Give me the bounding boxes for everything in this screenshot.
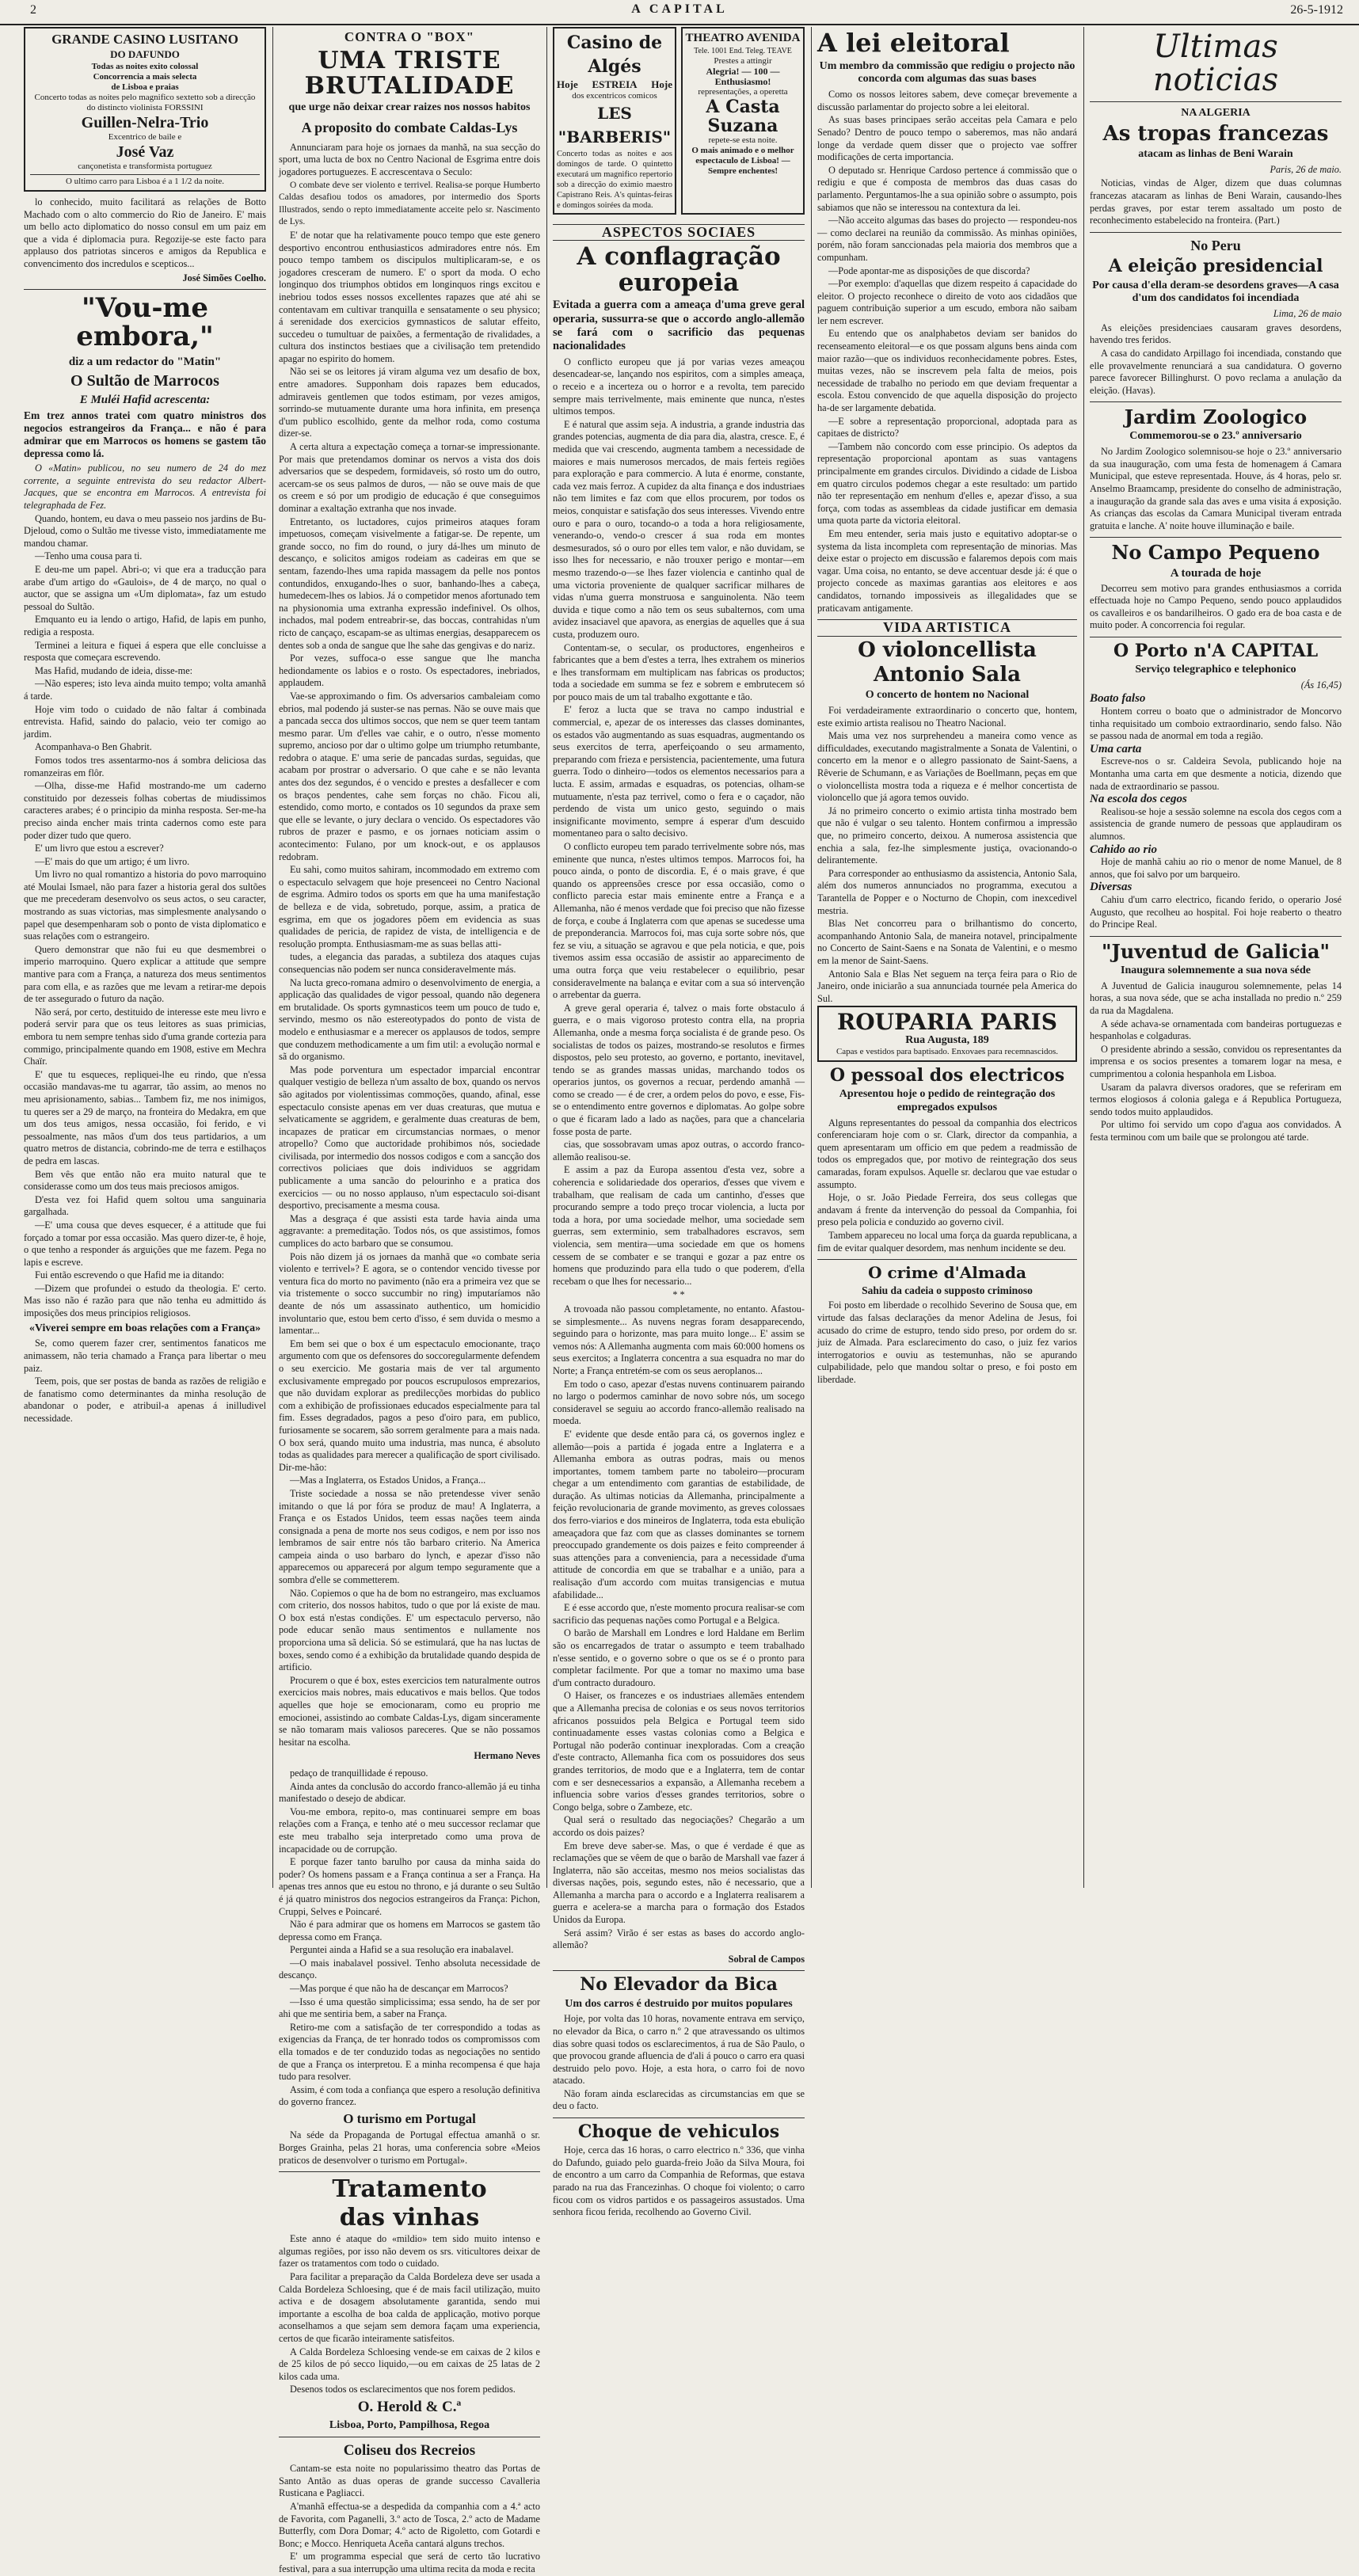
article-subtitle: Por causa d'ella deram-se desordens graves—A casa d'um dos candidatos foi incendiada [1092,279,1339,305]
paragraph: Assim, é com toda a confiança que espero a resolução definitiva do governo francez. [279,2083,540,2108]
paragraph: Acompanhava-o Ben Ghabrit. [35,741,152,753]
ad-title: ROUPARIA PARIS [837,1009,1057,1036]
paragraph: Alguns representantes do pessoal da companhia dos electricos conferenciaram hoje com o sr. Clark, director da companhia, a quem apresentaram um officio em que pedem a readmissão de todos os empregados que, por motivo de reintegração dos seus camaradas, foram expulsos. Aquelle sr. declarou que vae estudar o assumpto. [817,1117,1077,1190]
item-heading: Uma carta [1090,742,1142,755]
ad-line: O mais animado e o melhor espectaculo de Lisboa! —Sempre enchentes! [691,146,794,176]
ad-name: LES "BARBERIS" [558,103,672,146]
paragraph: —Não esperes; isto leva ainda muito tempo; volta amanhã á tarde. [24,678,266,702]
paragraph: Em bem sei que o box é um espectaculo emocionante, traço argumento com que os defensores do soccoregularmente defendem o seu exercicio. Me gostaria mais de ver tal argumento exclusivamente empregado por poucos escrupulosos emprezarios, que não duvidam explorar as predilecções morbidas do publico com a exhibição de profissionaes educados especialmente para tal fim. Esses degradados, pagos a peso d'oiro para, em publico, furiosamente se socarem, são sorrem geralmente para a mais nada. O box será, quando muito uma industria, mas nunca, é absoluto todas as qualidades para merecer a qualificação de sport civilisado. Dir-me-hão: [279,1337,540,1473]
paragraph: O combate deve ser violento e terrivel. Realisa-se porque Humberto Caldas desafiou todos os amadores, por intermedio dos Sports Illustrados, sendo o repto immediatamente acceite pelo sr. Nascimento de Lys. [279,180,540,227]
article-title: No Campo Pequeno [1111,541,1320,565]
section-heading: Coliseu dos Recreios [343,2442,476,2460]
paragraph: A casa do candidato Arpillago foi incendiada, constando que elle provavelmente renunciará a sua candidatura. O governo parece favorecer Billinghurst. O povo reclama a anulação da eleição. (Havas). [1090,347,1342,396]
paragraph: Entretanto, os luctadores, cujos primeiros ataques foram impetuosos, começam visivelmente a fatigar-se. De repente, um grande socco, no fim do round, o jury dá-lhes um minuto de descanço, e solicitos amigos rodeiam as cadeiras em que se sentam, fazendo-lhes uma rapida massagem da pelle nos pontos contundidos, enxugando-lhes o suor, banhando-lhes a cabeça, humedecem-lhes os labios. Já o competidor menos afortunado tem na physionomia uma extranha expressão indefinivel. Os olhos, inchados, mal podem entreabrir-se, das boccas, contrahidas n'um ricto de cançaço, escapam-se as ultimas energias, desapparecem os dentes sob a onda de sangue que lhe sahe das gengivas e do nariz. [279,516,540,651]
article-subtitle: Inaugura solemnemente a sua nova séde [1121,964,1311,976]
article-deck: Um membro da commissão que redigiu o projecto não concorda com algumas das suas bases [819,59,1075,86]
paragraph: Para facilitar a preparação da Calda Bordeleza deve ser usada a Calda Bordeleza Schloesing, que é de mais facil utilização, muito activa e de dosagem absolutamente garantida, sendo mui importante a escolha de boa calda de applicação, motivo porque aconselhamos a que sejam sem demora façam uma experiencia, certos de que ficarão inteiramente satisfeitos. [279,2270,540,2344]
dateline: Paris, 26 de maio. [1270,163,1342,175]
paragraph: A Juventud de Galicia inaugurou solemnemente, pelas 14 horas, a sua nova séde, que se acha installada no predio n.º 259 da rua da Magdalena. [1090,980,1342,1016]
ad-title: Casino de Algés [566,32,663,77]
article-title: O crime d'Almada [868,1263,1026,1283]
paragraph: Emquanto eu ia lendo o artigo, Hafid, de lapis em punho, redigia a resposta. [24,614,266,637]
paragraph: E deu-me um papel. Abri-o; vi que era a traducção para arabe d'um artigo do «Gaulois», de 4 de março, no qual o auctor, que se assigna um «Um diplomata», faz um estudo pessoal do Sultão. [24,564,266,612]
ad-theatro-avenida [681,27,805,215]
article-subtitle: Commemorou-se o 23.º anniversario [1129,430,1302,443]
item-heading: Cahido ao rio [1090,843,1158,856]
page-number: 2 [30,3,36,17]
paragraph: Annunciaram para hoje os jornaes da manhã, na sua secção do sport, uma lucta de box no Centro Nacional de Esgrima entre dois jogadores portuguezes. E accrescentava o Seculo: [279,141,540,177]
paragraph: O conflicto europeu tem parado terrivelmente sobre nós, mas eminente que nunca, n'estes ultimos tempos. Marrocos foi, ha pouco ainda, o ponto de discordia. E, é o mais grave, é que quando os appreensões cresce por essa occasião, como o conflicto parecia estar mais eminente entre a França e a Allemanha, não é menos verdade que foi preciso que não fizesse de força, e coube á Inglaterra com que apenas se sucedesse uma de preponderancia. Marrocos foi, mas cuja sorte sobre nós, que fez se viu, a situação se agravou e que pela noticia, e que, pois tivemos assim essa occasião de assistir ao apparecimento de uma outra força que veiu restabelecer o equilibrio, pesar consideravelmente na balança e evitar com a sua só intervenção o arrebentar da guerra. [553,841,805,1001]
column-rule [811,27,812,1888]
ad-line: Concorrencia a mais selecta [93,72,197,82]
ad-line: Excentrico de baile e [108,132,182,142]
ad-text: Capas e vestidos para baptisado. Enxovaes para recemnascidos. [836,1046,1059,1056]
paragraph: —Olha, disse-me Hafid mostrando-me um caderno constituido por dezesseis folhas cobertas de miudissimos caracteres arabes; é o principio da minha resposta. Ser-me-ha preciso ainda encher mais trinta cadernos como este para poder dizer tudo que quero. [24,780,266,841]
paragraph: Mais uma vez nos surprehendeu a maneira como vence as difficuldades, executando magistralmente a Sonata de Valentini, o concerto em la menor e o allegro passionato de Saint-Saens, a Rêverie de Schumann, e as Variações de Boellmann, peças em que o violoncellista mostra toda a riqueza e é melhor concertista de violoncello que já agora temos ouvido. [817,730,1077,804]
column-rule [1083,27,1084,1888]
ads-row [553,27,805,219]
ad-name: A Casta [706,97,780,117]
paragraph: Por ultimo foi servido um copo d'agua aos convidados. A festa terminou com um baile que se prolongou até tarde. [1090,1119,1342,1143]
article-body [817,705,1077,1005]
paragraph: Hoje, por volta das 10 horas, novamente entrava em serviço, no elevador da Bica, o carro n.º 2 que atravessando os ultimos dias sobre quasi todos os esclarecimentos, á rua de São Paulo, o que provocou grande afluencia de d'ali á pouco o carro era quasi destruido pelo povo. Hoje, a esta hora, o carro foi de novo atacado. [553,2013,805,2087]
paragraph: E é natural que assim seja. A industria, a grande industria das grandes potencias, augmenta de dia para dia, alastra, cresce. E, é medida que vai crescendo, augmenta tambem a necessidade de maiores e mais numerosos mercados, de mais ferteis regiões para exploração e para commercio. A luta é enorme, constante, cada vez mais ferroz. A cupidez da alta finança e dos industriaes não tem limites e faz com que ellos procurem, por todos os meios, conquistar e satisfação dos seus interesses. Vivendo entre ouro e para o ouro, tocando-o a toda a hora religiosamente, venerando-o, vendo-o crescer á sua roda em montes desmesurados, só o ouro por elles tem valor, e não duvidam, se isso lhes for necessario, e não trouxer perigo e montar—em mesmo trazendo-o—se lhes fazer violencia e cantinho qual de uma victoria proveniente de qualquer sacrificar milhares de vidas n'uma guerra monstruosa e sanguinolenta. Não teem duvida e tique como a não tem os seus subalternos, com uma avidez insaciavel que apavora, as energias de aquelles que á sua custa, produzem ouro. [553,418,805,640]
column-2 [279,27,540,2575]
paragraph: A'manhã effectua-se a despedida da companhia com a 4.ª acto de Favorita, com Paganelli, 3.º acto de Tosca, 2.º acto de Madame Butterfly, com Dora Domar; 4.º acto de Rigoletto, com Gotardi e Bonc; e Mocco. Henriqueta Aceña cantará alguns trechos. [279,2501,540,2549]
ad-address: Rua Augusta, 189 [905,1034,989,1047]
paragraph: Procurem o que é box, estes exercicios tem naturalmente outros exercicios mais nobres, mais educativos e mais bellos. Que todos aquelles que hoje se emocionaram, como eu proprio me emocionei, assistindo ao combate Caldas-Lys, digam sinceramente se não tomaram mais valiosos pareceres. Que se não possamos hesitar na escolha. [279,1674,540,1748]
place-heading: No Peru [1190,237,1241,253]
article-subtitle: A tourada de hoje [1170,566,1262,580]
article-title: O violoncellista [858,637,1037,662]
paragraph: —E sobre a representação proporcional, adoptada para as capitaes de districto? [817,415,1077,439]
article-kicker: CONTRA O "BOX" [344,29,475,44]
paragraph: Hoje vim todo o cuidado de não faltar á combinada entrevista. Hafid, saindo do palacio, veio ter comigo ao jardim. [24,703,266,740]
ad-line: Tele. 1001 End. Teleg. TEAVE [694,47,792,55]
paragraph: Terminei a leitura e fiquei á espera que elle concluisse a resposta que começara escrevendo. [24,639,266,664]
signature: Sobral de Campos [728,1953,805,1965]
divider [817,1259,1077,1260]
ad-line: Todas as noites exito colossal [91,62,199,71]
paragraph: cias, que sossobravam umas apoz outras, o accordo franco-allemão realisou-se. [553,1139,805,1162]
paragraph: —O mais inabalavel possivel. Tenho absoluta necessidade de descanço. [279,1957,540,1981]
ad-line: cançonetista e transformista portuguez [78,162,212,171]
ad-rouparia-paris [817,1006,1077,1062]
paragraph: Desenos todos os esclarecimentos que nos forem pedidos. [290,2384,516,2395]
item-heading: Diversas [1090,881,1132,894]
article-subtitle: Um dos carros é destruido por muitos populares [565,1997,793,2010]
paragraph: O Haiser, os francezes e os industriaes allemães entendem que a Allemanha precisa de colonias e os seus novos territorios africanos possuidos pela Belgica e Portugal teem sido continuadamente esses vastas colonias como a Belgica e Portugal não poderão continuar inexploradas. Com a creação d'este contracto, Allemanha fica com os possuidores dos seus grandes territorios, de modo que e a Inglaterra, tem de contar com e ser desnecessarios a expansão, a Allemanha recebem a influencia sobre varios d'esses grandes territorios, sobre o Congo belga, sobre o Zambeze, etc. [553,1690,805,1813]
paragraph: Triste sociedade a nossa se não pretendesse viver senão imitando o que lá por fóra se produz de mau! A Inglaterra, a França e os Estados Unidos, teem essas nações teem ainda consignada a pena de morte nos seus codigos, e nem por isso nos lembramos de sair entre nós tão barbaro criterio. Na America campeia ainda o uso barbaro do lynch, e apezar d'isso não apparecemos ou apparecerá por algum tempo seguramente que a sombra d'elle se commetterem. [279,1487,540,1586]
paragraph: Cahiu d'um carro electrico, ficando ferido, o operario José Augusto, que recolheu ao hospital. Foi hoje reaberto o theatro do Principe Real. [1090,893,1342,930]
article-subtitle: atacam as linhas de Beni Warain [1138,148,1293,161]
paragraph: lo conhecido, muito facilitará as relações de Botto Machado com o alto commercio do Rio de Janeiro. E' mais um bello acto diplomatico do nosso consul em um paiz em que a vida é diplomacia pura. Regozije-se este facto para applauso dos patriotas sinceros e amigos da Republica e convencimento dos incredulos e scepticos... [24,196,266,269]
paragraph: Tambem appareceu no local uma força da guarda republicana, a fim de evitar qualquer desordem, mas nenhum incidente se deu. [817,1229,1077,1254]
column-3 [553,27,805,2218]
column-5 [1090,27,1342,1888]
divider [1090,101,1342,102]
paragraph: E' um programma especial que será de certo tão lucrativo festival, para a sua interrupção uma ultima recita da moda e recita [279,2551,540,2575]
paragraph: Mas Hafid, mudando de ideia, disse-me: [35,664,193,676]
dateline: Lima, 26 de maio [1273,308,1342,320]
paragraph: Blas Net concorreu para o brilhantismo do concerto, acompanhando Antonio Sala, de maneira notavel, principalmente no Concerto de Saint-Saens e na Sonata de Valentini, e o mesmo em la menor de Saint-Saens. [817,918,1077,966]
paragraph: E' um livro que estou a escrever? [35,843,164,854]
paragraph: Perguntei ainda a Hafid se a sua resolução era inabalavel. [290,1944,514,1956]
column-4 [817,27,1077,1888]
paragraph: Cantam-se esta noite no popularissimo theatro das Portas de Santo Antão as duas operas de grande successo Cavalleria Rusticana e Pagliacci. [279,2463,540,2499]
paragraph: Antonio Sala e Blas Net seguem na terça feira para o Rio de Janeiro, onde iniciarão a sua annunciada tournée pela America do Sul. [817,968,1077,1004]
paragraph: Vae-se approximando o fim. Os adversarios cambaleiam como ebrios, mal podendo já suster-se nas pernas. Não se ouve mais que a pancada secca dos ultimos soccos, que nem se quer teem tantam mesmo parar. Um d'elles vae cahir, e o outro, n'esse momento supremo, ancioso por dar o ultimo golpe um triumpho retumbante, redobra o ataque. E' uma serie de pancadas surdas, seguidas, que acabam por prostrar o adversario. O que cahe e se não levanta antes dos dez segundos, é o vencido e prestes a desfallecer e com os braços pendentes, cahe sem forças no chão. Ficou ali, estendido, como morto, e contados os 10 segundos da praxe sem que elle se levante, o jury declara o vencido. Os espectadores vão rubros de prazer e pasmo, e os jornaes noticiam assim o acontecimento: Fulano, por um knock-out, e os applausos redobram. [279,690,540,862]
paragraph: Em todo o caso, apezar d'estas nuvens continuarem pairando no largo o podermos caminhar de novo sobre nós, um socego consideravel se seguiu ao accordo franco-allemão realisado na moeda. [553,1378,805,1427]
ad-line: Concerto todas as noites pelo magnifico sextetto sob a direcção do distincto violinista FORSSINI [34,93,256,112]
paragraph: Eu sahi, como muitos sahiram, incommodado em extremo com o espectaculo selvagem que hoje presenceei no Centro Nacional de esgrima. Admiro todos os sports em que ha uma manifestação de belleza e de vida, sobretudo, porque, assim, a pratica de esgrima, em que os jogadores põem em evidencia as suas qualidades de pericia, de rapidez de vista, de intelligencia e de resolução prompta. Enthusiasmam-me as suas bellas atti- [279,864,540,949]
paragraph: Retiro-me com a satisfação de ter correspondido a todas as exigencias da França, de ter honrado todos os compromissos com ella tomados e de ter conduzido todas as negociações no sentido de que a França os interpretou. E a minha recompensa é que haja tudo para resolver. [279,2021,540,2083]
ad-line: Alegria! — 100 — Enthusiasmo! [706,66,780,87]
article-title: Choque de vehiculos [577,2121,780,2143]
article-title: O Porto n'A CAPITAL [1113,641,1319,661]
ad-text: Concerto todas as noites e aos domingos de tarde. O quintetto executará um magnifico repertorio sob a direcção do eximio maestro Capistrano Reis. A's quintas-feiras e domingos soirées da moda. [557,149,672,210]
article-body [553,2013,805,2113]
paragraph: E porque fazer tanto barulho por causa da minha saida do poder? Os homens passam e a França continua a ser a França. Ha apenas tres annos que eu estou no throno, e já durante o seu Sultão é já quatro ministros dos negocios estrangeiros da França: Pichon, Cruppi, Selves e Poincaré. [279,1856,540,1917]
section-kicker: ASPECTOS SOCIAES [553,224,805,242]
paragraph: Teem, pois, que ser postas de banda as razões de religião e de fanatismo como determinantes da minha resolução de abandonar o poder, e atribuil-a apenas á inilludivel necessidade. [24,1376,266,1425]
paragraph: Não é para admirar que os homens em Marrocos se gastem tão depressa como em França. [279,1919,540,1942]
paragraph: Por vezes, suffoca-o esse sangue que lhe mancha hediondamente os labios e o rosto. Os espectadores, inebriados, applaudem. [279,653,540,689]
article-body [817,89,1077,615]
paragraph: Contentam-se, o secular, os productores, engenheiros e fabricantes que a bem d'estes a terra, lhes extrahem os minerios e lhes transformam em multiplicam nas fabricas os productos; toda a sociedade em summa se fez e sobrem e embrutecem só por pouco mais de um tal trabalho exgottante e tão. [553,641,805,702]
paragraph: E' feroz a lucta que se trava no campo industrial e commercial, e, apezar de os interesses das classes dominantes, os estados vão augmentando as suas esquadras, augmentando os seus exercitos de terra, aperfeiçoando o seu armamento, preparando com frieza e persistencia, pacientemente, uma futura guerra. Todo o dinheiro—todos os elementos necessarios para a lucta. E assim, armadas e esquadras, os potencias, olham-se mutuamente, n'esta paz terrivel, como o fera e o caçador, não perdendo de vista um unico gesto, seguindo o mais insignificante movimento, sempre á esperar d'um descuido momentaneo para o salto decisivo. [553,704,805,839]
paragraph: Não. Copiemos o que ha de bom no estrangeiro, mas excluamos com criterio, dos nossos habitos, tudo o que por lá existe de mau. O box está n'estas condições. E' um espectaculo perverso, não pode educar senão maus sentimentos e nullamente nos proporciona uma sã delicia. Só se estimulará, que ha nas luctas de boxes, sendo como é a exhibição da brutalidade quando despida de artificio. [279,1587,540,1673]
paragraph: tudes, a elegancia das paradas, a subtileza dos ataques cujas consequencias não podem ser nunca consideravelmente más. [279,951,540,975]
ad-line: representações, a operetta [698,87,788,97]
article-title: No Elevador da Bica [580,1974,778,1996]
article-body [279,142,540,1749]
paragraph: Este anno é ataque do «mildio» tem sido muito intenso e algumas regiões, por isso não devem os srs. viticultores deixar de fazer os tratamentos com todo o cuidado. [279,2233,540,2270]
paragraph: Fui então escrevendo o que Hafid me ia ditando: [35,1269,225,1281]
article-kicker: E Muléi Hafid acrescenta: [79,393,211,406]
article-title: A eleição presidencial [1108,256,1323,277]
paragraph: —Tenho uma cousa para ti. [35,550,143,562]
paragraph: Foi verdadeiramente extraordinario o concerto que, hontem, este eximio artista realisou no Theatro Nacional. [817,705,1077,729]
divider [1090,232,1342,233]
paragraph: Já no primeiro concerto o eximio artista tinha mostrado bem que não é vulgar o seu talento. Hontem confirmou a impressão que, no primeiro concerto, deixou. A numerosa assistencia que enchia a sala, fez-lhe simplesmente justiça, ovacionando-o delirantemente. [817,805,1077,866]
ad-casino-alges [553,27,676,215]
continued-text [24,196,266,271]
ad-line: repete-se esta noite. [708,135,778,145]
paragraph: Um livro no qual romantizo a historia do povo marroquino até Moulai Ismael, não para fazer a historia geral dos sultões que me precederam desenvolvo os seus actos, o seu caracter, mostrando as suas victorias, mas simplesmente analysando o papel que desempenharam sob o ponto de vista diplomatico e suas relações com o estrangeiro. [24,869,266,942]
advertiser-address: Lisboa, Porto, Pampilhosa, Regoa [329,2418,490,2431]
advertiser-name: O. Herold & C.ª [357,2398,462,2415]
article-body [817,1117,1077,1255]
article-title: O pessoal dos electricos [829,1064,1065,1086]
signature: José Simões Coelho. [182,272,266,283]
paragraph: Será assim? Virão é ser estas as bases do accordo anglo-allemão? [553,1927,805,1951]
paragraph: Quero demonstrar que não fui eu que desmembrei o imperio marroquino. Quero explicar a attitude que sempre mantive para com a França, a natureza dos meus sentimentos para com ella, e as razões que me levam a retirar-me depois de ter assegurado o futuro da nação. [24,943,266,1005]
article-body [1090,980,1342,1144]
paragraph: —Por exemplo: d'aquellas que dizem respeito á capacidade do eleitor. O projecto reconhece o direito de voto aos cidadãos que paguem contribuição superior a um escudo, embora não saibam ler nem escrever. [817,278,1077,326]
paragraph: O deputado sr. Henrique Cardoso pertence á commissão que o redigiu e que é composta de membros das duas casas do parlamento. Perguntamos-lhe a sua opinião sobre o assumpto, pois sabiamos que não se interessou na contextura da lei. [817,164,1077,213]
time-stamp: (Ás 16,45) [1300,679,1342,691]
divider [1090,537,1342,538]
issue-date: 26-5-1912 [1290,3,1343,17]
paragraph: Decorreu sem motivo para grandes enthusiasmos a corrida effectuada hoje no Campo Pequeno, sendo pouco applaudidos os cavalleiros e os bandarilheiros. O gado era de boa casta e de muito poder. A concorrencia foi regular. [1090,582,1342,631]
paragraph: E é esse accordo que, n'este momento procura realisar-se com sacrificio das pequenas nações como Portugal e a Belgica. [553,1602,805,1626]
article-subtitle: diz a um redactor do "Matin" [68,355,222,368]
article-subtitle: O concerto de hontem no Nacional [865,689,1030,702]
paragraph: —Mas porque é que não ha de descançar em Marrocos? [290,1983,508,1995]
article-body [279,2463,540,2575]
divider [279,2171,540,2172]
article-deck: Em trez annos tratei com quatro ministros dos negocios estrangeiros da França... e não é para admirar que em Marrocos os homens se gastem tão depressa como lá. [24,409,266,460]
paragraph: Realisou-se hoje a sessão solemne na escola dos cegos com a assistencia de grande numero de pessoas que applaudiram os alumnos. [1090,805,1342,843]
paragraph: Em meu entender, seria mais justo e equitativo adoptar-se o systema da lista incompleta com representação de minorias. Mas deixe estar o projecto em discussão e falaremos depois com mais vagar. Uma coisa, no entanto, se deve accentuar desde já: é que o projecto concede as maximas garantias aos eleitores e aos candidatos, tornando impossiveis as illegalidades que se praticavam antigamente. [817,527,1077,614]
paragraph: O barão de Marshall em Londres e lord Haldane em Berlim são os encarregados de tratar o assumpto e teem trabalhado n'esse sentido, e o governo sobre o que os se é o pronto para completar facilmente. Por que a tomar no maximo uma base d'um contracto duradouro. [553,1627,805,1688]
ad-act: Guillen-Nelra-Trio [81,114,209,131]
item-heading: Boato falso [1090,692,1146,706]
article-title: Jardim Zoologico [1124,405,1308,429]
ad-casino-lusitano [24,27,266,192]
section-kicker: VIDA ARTISTICA [817,619,1077,637]
paragraph: Em breve deve saber-se. Mas, o que é verdade é que as reclamações que se vêem de que o barão de Marshall vae fazer á Inglaterra, não são acceitas, mesmo nos meios socialistas das diversas nações, pois, segundo estes, não é necessario, que a Allemanha a marcha para o accordo e a Inglaterra realisarem a guerra e acelera-se a marcha para o formação dos Estados Unidos da Europa. [553,1840,805,1926]
paragraph: A certa altura a expectação começa a tornar-se impressionante. Por mais que pretendamos dominar os nervos a vista dos dois adversarios que se despedem, formidaveis, só rosto um do outro, acercam-se os seus palmos de duros, — não se ouve mais de que os creem e só por um prodigio de educação é que conseguimos dominar a exaltação extranha que nos invade. [279,441,540,514]
paragraph: —E' uma cousa que deves esquecer, é a attitude que fui forçado a tomar por essa occasião. Mas quero dizer-te, ê hoje, o que tenho a responder ás arguições que me fazem. Pega no lapis e escreve. [24,1219,266,1268]
ad-line [557,78,672,91]
article-subtitle: O Sultão de Marrocos [70,371,219,390]
article-subtitle: Serviço telegraphico e telephonico [1135,664,1296,676]
paragraph: —Mas a Inglaterra, os Estados Unidos, a França... [290,1474,486,1486]
paragraph: Hontem correu o boato que o administrador de Moncorvo tinha requisitado um comboio extraordinario, sendo falso. Não se passou nada de anormal em toda a região. [1090,706,1342,742]
divider [553,2117,805,2118]
ad-name: Suzana [707,116,778,136]
section-heading: O turismo em Portugal [343,2111,476,2126]
paragraph: Fomos todos tres assentarmo-nos á sombra deliciosa das romanzeiras em flôr. [24,754,266,778]
paragraph: O «Matin» publicou, no seu numero de 24 do mez corrente, a seguinte entrevista do seu redactor Albert-Jacques, que se encontra em Marrocos. A entrevista foi telegraphada de Fez. [24,462,266,512]
article-title: das vinhas [339,2203,480,2232]
divider [1090,401,1342,402]
paragraph: Vou-me embora, repito-o, mas continuarei sempre em boas relações com a França, e tenho até o meu successor reclamar que este meu trabalho seja interpretado como uma prova de incapacidade ou de corrupção. [279,1805,540,1855]
ad-word: Hoje [557,78,578,90]
masthead: A CAPITAL [631,2,728,16]
paragraph: D'esta vez foi Hafid quem soltou uma sanguinaria gargalhada. [24,1193,266,1218]
ad-title: GRANDE CASINO LUSITANO [51,32,238,47]
paragraph: Não sei se os leitores já viram alguma vez um desafio de box, entre amadores. Supponham dois rapazes bem educados, admiraveis gentlemen que todos estimam, por vezes amigos, sorrindo-se mutuamente durante uma hora infinita, em presença d'um publico escolhido, gente da melhor roda, como costuma dizer-se. [279,366,540,439]
paragraph: Se, como querem fazer crer, sentimentos fanaticos me animassem, não teria chamado a França para libertar o meu paiz. [24,1337,266,1374]
ad-line: Prestes a attingir [714,56,772,66]
paragraph: Hoje, cerca das 16 horas, o carro electrico n.º 336, que vinha do Dafundo, guiado pelo guarda-freio João da Silva Moura, foi de encontro a um carro da Companhia de Reformas, que estava parado na rua das Francezinhas. O choque foi violento; o carro ficou com os vidros partidos e os passageiros assustados. Uma senhora ficou ferida, recolhendo ao Governo Civil. [553,2144,805,2218]
continued-text [279,1767,540,2109]
porto-items [1090,693,1342,930]
paragraph: Na lucta greco-romana admiro o desenvolvimento de energia, a applicação das qualidades de vigor pessoal, quando não degenera em brutalidade. Os sports gymnasticos teem um pouco de tudo e, servindo, mesmo os não estereotypados do ponto de vista de modelo e enthusiasmar e a merecer os applausos de todos, sempre que conduzem methodicamente a um fim util: a evolução normal e sã do organismo. [279,976,540,1063]
divider [24,289,266,290]
article-subtitle: Sahiu da cadeia o supposto criminoso [862,1284,1033,1297]
paragraph: —Pode apontar-me as disposições de que discorda? [828,264,1030,276]
paragraph: Bem vês que então não era muito natural que te considerasse como um dos teus mais preciosos amigos. [24,1168,266,1193]
paragraph: Noticias, vindas de Alger, dizem que duas columnas francezas atacaram as linhas de Beni Warain, causando-lhes perdas graves, por estar terem assaltado um posto de reconhecimento estabelecido na fronteira. (Part.) [1090,177,1342,226]
article-title: A conflagração europeia [577,242,781,297]
signature: Hermano Neves [474,1750,540,1762]
ad-subtitle: DO DAFUNDO [110,48,180,60]
paragraph: As eleições presidenciaes causaram graves desordens, havendo tres feridos. [1090,322,1342,346]
paragraph: Qual será o resultado das negociações? Chegarão a um accordo os dois paizes? [553,1814,805,1838]
divider [1090,936,1342,937]
paragraph: Não será, por certo, destituido de interesse este meu livro e poderá servir para que os teus leitores as suas primicias, embora tu nem sempre tenhas sido d'uma grande cortezia para commigo, principalmente quando em 1908, estive em Mechra Chaïr. [24,1006,266,1067]
article-title: "Vou-me embora," [76,292,214,352]
paragraph: O presidente abrindo a sessão, convidou os representantes da imprensa e os socios presentes a tomarem logar na mesa, e cumprimentou a colonia hespanhola em Lisboa. [1090,1043,1342,1079]
ad-line: de Lisboa e praias [111,82,179,92]
article-title: A lei eleitoral [817,28,1010,58]
paragraph: Quando, hontem, eu dava o meu passeio nos jardins de Bu-Djeloud, como o Sultão me tivesse visto, immediatamente me mandou chamar. [24,512,266,549]
paragraph: Hoje de manhã cahiu ao rio o menor de nome Manuel, de 8 annos, que foi salvo por um barqueiro. [1090,856,1342,880]
paragraph: Mas a desgraça é que assisti esta tarde havia ainda uma aggravante: a premeditação. Todos nós, os que assistimos, fomos cumplices do acto barbaro que se consumou. [279,1212,540,1250]
divider [553,1970,805,1971]
paragraph: —Dizem que profundei o estudo da theologia. E' certo. Mas isso não é razão para que não tenha eu admittido ás imposições dos meus principios religiosos. [24,1282,266,1319]
paragraph: Não foram ainda esclarecidas as circumstancias em que se deu o facto. [553,2087,805,2112]
page-header [0,0,1359,25]
paragraph: E assim a paz da Europa assentou d'esta vez, sobre a coherencia e solidariedade dos operarios, d'esses que vivem e trabalham, que realisam de cada um cantinho, d'esses que procurando sempre a todo preço trocar violencia, a lucta por toda a hora, por uma sociedade melhor, uma sociedade sem guerras, sem exterminio, sem trabalhadores escravos, sem violencia, sem mentira—uma sociedade em que os homens cessem de se combater e se tranqui e gozar a paz entre os homens que produzindo para ella tudo o que poderem, d'ella recebam o que lhes for necessario... [553,1164,805,1287]
paragraph: Ainda antes da conclusão do accordo franco-allemão já eu tinha manifestado o desejo de abdicar. [279,1780,540,1805]
place-heading: NA ALGERIA [1181,107,1251,119]
article-title: Antonio Sala [874,663,1021,687]
paragraph: Pois não dizem já os jornaes da manhã que «o combate seria violento e terrivel»? E agora, se o contendor vencido tivesse por ventura fica do morto no pavimento (não era a primeira vez que se via tristemente o socco succumbir no ring) imputaríamos não deante de nós um assassinato authentico, um homicidio involuntario que, estou bem certo d'isso, é sem duvida o mesmo a lamentar... [279,1250,540,1337]
paragraph: Usaram da palavra diversos oradores, que se referiram em termos elogiosos á colonia galega e á Republica Portugueza, sendo todos muito applaudidos. [1090,1081,1342,1117]
article-title: Tratamento [332,2175,487,2204]
paragraph: O conflicto europeu que já por varias vezes ameaçou desencadear-se, lançando nos espiritos, com a simples ameaça, o receio e a incerteza ou o horror e a revolta, tem parecido sempre mais terrivelmente, mais eminente que nunca, n'estes ultimos tempos. [553,356,805,417]
paragraph: E' de notar que ha relativamente pouco tempo que este genero desportivo encontrou enthusiasticos admiradores entre nós. Em pouco tempo tambem os discipulos multiplicaram-se, e os jogadores cresceram de numero. E' o sport da moda. O echo longinquo dos triumphos obtidos em longinquos rings excitou e inebriou todos esses nossos excellentes rapazes que até ahi se contentavam em cultivar tranquilla e sensatamente o seu physico; á serenidade dos exercicios gymnasticos de salutar effeito, succedeu o tumultuar de paixões, a fermentação de rivalidades, a cultura dos instinctos bestiaes que a civilisação tem pretendido apagar no espirito do homem. [279,229,540,364]
ad-word: ESTREIA [592,78,638,90]
article-title: UMA TRISTE BRUTALIDADE [304,47,515,100]
section-heading: A proposito do combate Caldas-Lys [301,120,518,136]
paragraph: A greve geral operaria é, talvez o mais forte obstaculo á guerra, e o mais vigoroso protesto contra ella, na propria Allemanha, onde a mesma força socialista é de grande peso. Os socialistas de todos os paizes, mostrando-se resolutos e firmes dispostos, pelo seu protesto, ao governo, e portanto, inevitavel, tendo se as grandes massas unidas, marchando todos os operarios juntos, os governos a recuar, perdendo amanhã — como se creado — é de crer, a ordem pelos do povo, e esse, Fis-se o entendimento entre governos e diplomatas. Ao golpe sobre o que é ficaram lado a lado as nações, para que a chancelaria fosse posta de parte. [553,1002,805,1137]
paragraph: Para corresponder ao enthusiasmo da assistencia, Antonio Sala, além dos numeros annunciados no programma, executou a Tarantella de Popper e o Nocturno de Chopin, com inexcedivel mestria. [817,867,1077,916]
article-body [24,462,266,1319]
paragraph: No Jardim Zoologico solemnisou-se hoje o 23.º anniversario da sua inauguração, com uma festa de homenagem á Camara Municipal, que esteve representada. Houve, ás 4 horas, pelo sr. Anselmo Braamcamp, presidente do conselho de administração, a inauguração da grande sala das aves e uma visita á exposição. As crianças das escolas da Camara Municipal tiveram entrada gratuita e lanche. A' noite houve illuminação e baile. [1090,446,1342,531]
ad-word: Hoje [651,78,672,90]
paragraph: A Calda Bordeleza Schloesing vende-se em caixas de 2 kilos e de 25 kilos de pó secco liquido,—ou em caixas de 25 latas de 2 kilos cada uma. [279,2346,540,2382]
paragraph: E' evidente que desde então para cá, os governos inglez e allemão—pois a partida é jogada entre a Inglaterra e a Allemanha embora as outras podras, mais ou menos importantes, tomem tambem parte no taboleiro—procuram chegar a um entendimento com garantias de estabilidade, de duração. As ultimas noticias da Allemanha, principalmente a feição revolucionaria de grande movimento, as greves colossaes dos ferro-viarios e dos mineiros de Inglaterra, toda esta ebulição ameaçadora que faz com que as classes dominantes se tornem preoccupado grandemente os dois paizes e feito compreender á suas attenções para a conveniencia, para a necessidade d'uma attitude de concordia em que se trabalhar e a união, para a realisação d'um accordo com muitas transigencias e mutua afabilidade... [553,1428,805,1600]
article-body [553,356,805,1952]
column-rule [272,27,273,1888]
paragraph: Eu entendo que os analphabetos deviam ser banidos do recenseamento eleitoral—e os que possam alguns bens ainda com maior razão—que os individuos reconhecidamente pobres. Estes, muitas vezes, não se inscrevem pela falta de meios, pois necessidade de trabalho no periodo em que deviam frequentar a escola. Estou convencido de que aquella disposição do projecto ha-de ser largamente debatida. [817,328,1077,414]
ad-line: dos excentricos comicos [572,90,657,101]
article-subtitle: que urge não deixar crear raizes nos nossos habitos [288,101,531,114]
article-body [279,2233,540,2396]
paragraph: E' que tu esqueces, repliquei-lhe eu rindo, que n'essa occasião mandavas-me tu agarrar, tão assim, ao menos no meu aprisionamento, sabias... Tambem fiz, me nos inimigos, tu queres ser a 29 de março, na fronteira do Medakra, em que um dos teus amigos, nessa occasião, foi ferido, e vi pessoalmente, nas mãos d'um dos teus partidarios, a um quatro metros de distancia, cobrindo-me de terra e estilhaços de pedra em lascas. [24,1068,266,1166]
section-title: Ultimas noticias [1152,29,1279,98]
paragraph: Escreve-nos o sr. Caldeira Sevola, publicando hoje na Montanha uma carta em que desmente a noticia, dizendo que nada de extraordinario se passou. [1090,755,1342,792]
paragraph: pedaço de tranquillidade é repouso. [290,1767,428,1779]
paragraph: —Tambem não concordo com esse principio. Os adeptos da representação proporcional apontam as suas vantagens principalmente em grandes circulos. Dividindo a cidade de Lisboa em quatro circulos podemos chegar a este resultado: um partido não ter representação em nenhum d'elles e, apezar d'isso, a sua força, com todas as assembleas da cidade justificar em demasia uma quota parte da victoria eleitoral. [817,440,1077,527]
ad-title: THEATRO AVENIDA [685,32,801,44]
article-deck: «Viverei sempre em boas relações com a França» [29,1322,261,1334]
column-rule [546,27,547,1888]
ad-note: O ultimo carro para Lisboa é a 1 1/2 da noite. [30,174,260,187]
article-title: "Juventud de Galicia" [1101,939,1330,963]
article-subtitle: Apresentou hoje o pedido de reintegração dos empregados expulsos [839,1088,1056,1113]
paragraph: Foi posto em liberdade o recolhido Severino de Sousa que, em virtude das falsas declarações da menor Adelina de Jesus, foi acusado do crime de estupro, tendo sido preso, por ordem do sr. juiz de Almada. Para esclarecimento do caso, o juiz fez varios interrogatorios e ouviu as testemunhas, não se apurando culpabilidade, pelo que mandou soltar o preso, e foi posto em liberdade. [817,1299,1077,1385]
paragraph: A trovoada não passou completamente, no entanto. Afastou-se simplesmente... As nuvens negras foram desapparecendo, seguindo para o horizonte, mas para muito longe... E' assim se vemos nós: A Allemanha augmenta com mais 60:000 homens os seus exercitos; a Inglaterra concentra a sua esquadra no mar do Norte; a França entretém-se com os seus aeroplanos... [553,1303,805,1376]
article-title: As tropas francezas [1102,121,1329,146]
article-deck: Evitada a guerra com a ameaça d'uma greve geral operaria, sussurra-se que o accordo anglo-allemão se fará com o sacrificio das pequenas nacionalidades [553,299,805,353]
paragraph: A séde achava-se ornamentada com bandeiras portuguezas e hespanholas e colgaduras. [1090,1018,1342,1042]
paragraph: Como os nossos leitores sabem, deve começar brevemente a discussão parlamentar do projecto sobre a lei eleitoral. [817,89,1077,112]
paragraph: —Não acceito algumas das bases do projecto — respondeu-nos — como declarei na reunião da commissão. As minhas opiniões, porém, não foram sanccionadas pela maioria dos membros que a compunham. [817,215,1077,263]
paragraph: As suas bases principaes serão acceitas pela Camara e pelo Senado? Dentro de pouco tempo o saberemos, mas não andará longe da verdade quem disser que o projecto vae soffrer modificações de certa importancia. [817,114,1077,163]
paragraph: —E' mais do que um artigo; é um livro. [35,855,190,867]
item-heading: Na escola dos cegos [1090,793,1187,806]
separator-stars: * * [672,1289,685,1301]
paragraph: —Isso é uma questão simplicissima; essa sendo, ha de ser por ahi que me sentiria bem, a saber na França. [279,1996,540,2020]
article-body [24,1337,266,1425]
paragraph: Mas pode porventura um espectador imparcial encontrar qualquer vestigio de belleza n'um assalto de box, quando os nervos são agitados por violentissimas commoções, quando, afinal, esse espectaculo consiste apenas em ver duas creaturas, que mutua e selvaticamente se aggridem, e geralmente duas creaturas de bem, incapazes de praticar em circumstancias normaes, o menor atropello? Como que auctoridade prohibimos nós, sociedade civilisada, por intermedio dos nossos codigos e com a sancção dos correctivos policiaes que dois individuos se aggridam publicamente a uma sancão do pelourinho e a pratica dos exercicios — ou no nosso applauso, n'um espectaculo soi-disant desportivo, precisamente a mesma cousa. [279,1064,540,1212]
paragraph: Na séde da Propaganda de Portugal effectua amanhã o sr. Borges Grainha, pelas 21 horas, uma conferencia sobre «Meios praticos de desenvolver o turismo em Portugal». [279,2129,540,2166]
column-1 [24,27,266,1888]
ad-name: José Vaz [116,143,174,161]
paragraph: Hoje, o sr. João Piedade Ferreira, dos seus collegas que andavam á frente da intervenção do pessoal da Companhia, foi preso pela policia e conduzido ao governo civil. [817,1192,1077,1228]
